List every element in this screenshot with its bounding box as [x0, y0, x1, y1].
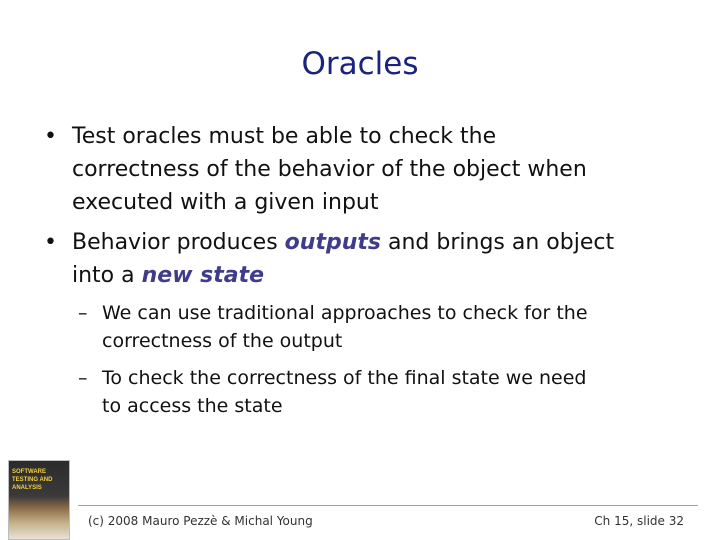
subbullet-line: We can use traditional approaches to check for the: [102, 302, 588, 324]
subbullet-text: [102, 364, 698, 420]
footer-slide-number: Ch 15, slide 32: [594, 514, 684, 528]
book-cover-image: [8, 460, 70, 540]
slide-title: Oracles: [301, 46, 419, 82]
bullet-line: executed with a given input: [72, 190, 379, 215]
subbullet-text: [102, 299, 698, 355]
bullet-text: [72, 226, 712, 292]
bullet-line: [72, 259, 712, 292]
emphasis-outputs: outputs: [284, 230, 381, 255]
bullet-line: [72, 226, 712, 259]
subbullet-line: correctness of the output: [102, 330, 343, 352]
subbullet-line: to access the state: [102, 395, 283, 417]
footer-divider: [78, 505, 698, 506]
dash-icon: –: [78, 367, 88, 389]
dash-icon: –: [78, 302, 88, 324]
text-run: into a: [72, 263, 142, 288]
footer-copyright: (c) 2008 Mauro Pezzè & Michal Young: [88, 514, 313, 528]
bullet-icon: •: [44, 230, 57, 255]
text-run: Behavior produces: [72, 230, 285, 255]
emphasis-new-state: new state: [141, 263, 265, 288]
bullet-line: Test oracles must be able to check the: [72, 124, 497, 149]
bullet-text: [72, 120, 712, 219]
bullet-line: correctness of the behavior of the object when: [72, 157, 587, 182]
text-run: and brings an object: [381, 230, 615, 255]
subbullet-line: To check the correctness of the final state we need: [102, 367, 587, 389]
book-cover-title: SOFTWARE TESTING AND ANALYSIS: [12, 469, 53, 491]
bullet-icon: •: [44, 124, 57, 149]
